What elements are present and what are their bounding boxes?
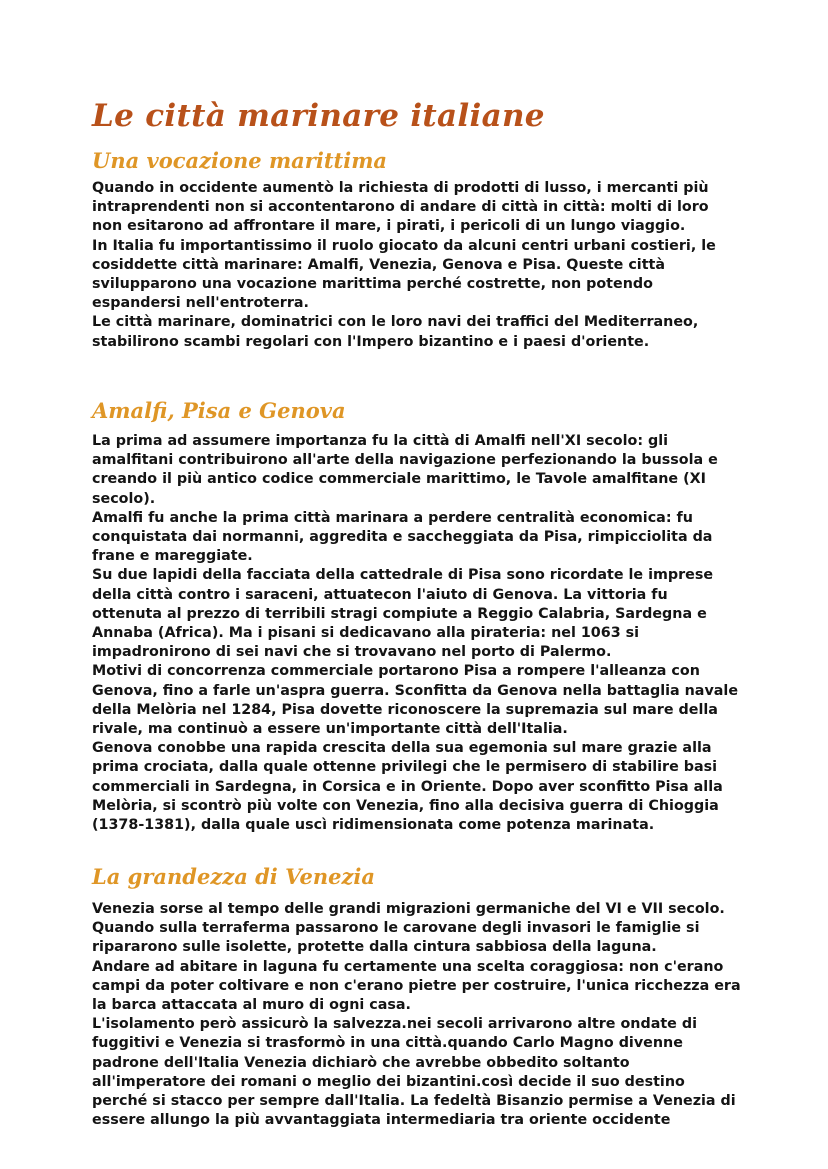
paragraph: L'isolamento però assicurò la salvezza.nei secoli arrivarono altre ondate di fuggitivi e Venezia si trasformò in una città.quando Carlo Magno divenne padrone dell'Italia Venezia dichiarò che avrebbe obbedito soltanto all'imperatore dei romani o meglio dei bizantini.così decide il suo destino perché si stacco per sempre dall'Italia. La fedeltà Bisanzio permise a Venezia di essere allungo la più avvantaggiata intermediaria tra oriente occidente	[92, 1016, 736, 1129]
paragraph: Genova conobbe una rapida crescita della sua egemonia sul mare grazie alla prima crociata, dalla quale ottenne privilegi che le permisero di stabilire basi commerciali in Sardegna, in Corsica e in Oriente. Dopo aver sconfitto Pisa alla Melòria, si scontrò più volte con Venezia, fino alla decisiva guerra di Chioggia (1378-1381), dalla quale uscì ridimensionata come potenza marinata.	[92, 740, 723, 834]
section-body-amalfi-pisa-genova	[92, 432, 742, 835]
section-body-venezia	[92, 900, 742, 1130]
section-heading-vocazione: Una vocazione marittima	[92, 148, 388, 173]
paragraph: Andare ad abitare in laguna fu certamente una scelta coraggiosa: non c'erano campi da poter coltivare e non c'erano pietre per costruire, l'unica ricchezza era la barca attaccata al muro di ogni casa.	[92, 958, 741, 1014]
paragraph: Quando in occidente aumentò la richiesta di prodotti di lusso, i mercanti più intraprendenti non si accontentarono di andare di città in città: molti di loro non esitarono ad affrontare il mare, i pirati, i pericoli di un lungo viaggio.	[92, 180, 709, 235]
paragraph: Venezia sorse al tempo delle grandi migrazioni germaniche del VI e VII secolo. Quando sulla terraferma passarono le carovane degli invasori le famiglie si ripararono sulle isolette, protette dalla cintura sabbiosa della laguna.	[92, 901, 725, 956]
paragraph: La prima ad assumere importanza fu la città di Amalfi nell'XI secolo: gli amalfitani contribuirono all'arte della navigazione perfezionando la bussola e creando il più antico codice commerciale marittimo, le Tavole amalfitane (XI secolo).	[92, 433, 718, 507]
paragraph: Su due lapidi della facciata della cattedrale di Pisa sono ricordate le imprese della città contro i saraceni, attuatecon l'aiuto di Genova. La vittoria fu ottenuta al prezzo di terribili stragi compiute a Reggio Calabria, Sardegna e Annaba (Africa). Ma i pisani si dedicavano alla pirateria: nel 1063 si impadronirono di sei navi che si trovavano nel porto di Palermo.	[92, 567, 714, 661]
page-title: Le città marinare italiane	[92, 98, 545, 134]
section-heading-amalfi-pisa-genova: Amalfi, Pisa e Genova	[92, 398, 346, 423]
paragraph: Amalfi fu anche la prima città marinara a perdere centralità economica: fu conquistata dai normanni, aggredita e saccheggiata da Pisa, rimpicciolita da frane e mareggiate.	[92, 509, 713, 565]
section-body-vocazione	[92, 179, 742, 352]
paragraph: Motivi di concorrenza commerciale portarono Pisa a rompere l'alleanza con Genova, fino a farle un'aspra guerra. Sconfitta da Genova nella battaglia navale della Melòria nel 1284, Pisa dovette riconoscere la supremazia sul mare della rivale, ma continuò a essere un'importante città dell'Italia.	[92, 663, 739, 738]
paragraph: Le città marinare, dominatrici con le loro navi dei traffici del Mediterraneo, stabilirono scambi regolari con l'Impero bizantino e i paesi d'oriente.	[92, 314, 699, 350]
paragraph: In Italia fu importantissimo il ruolo giocato da alcuni centri urbani costieri, le cosiddette città marinare: Amalfi, Venezia, Genova e Pisa. Queste città svilupparono una vocazione marittima perché costrette, non potendo espandersi nell'entroterra.	[92, 237, 716, 312]
section-heading-venezia: La grandezza di Venezia	[92, 864, 375, 889]
